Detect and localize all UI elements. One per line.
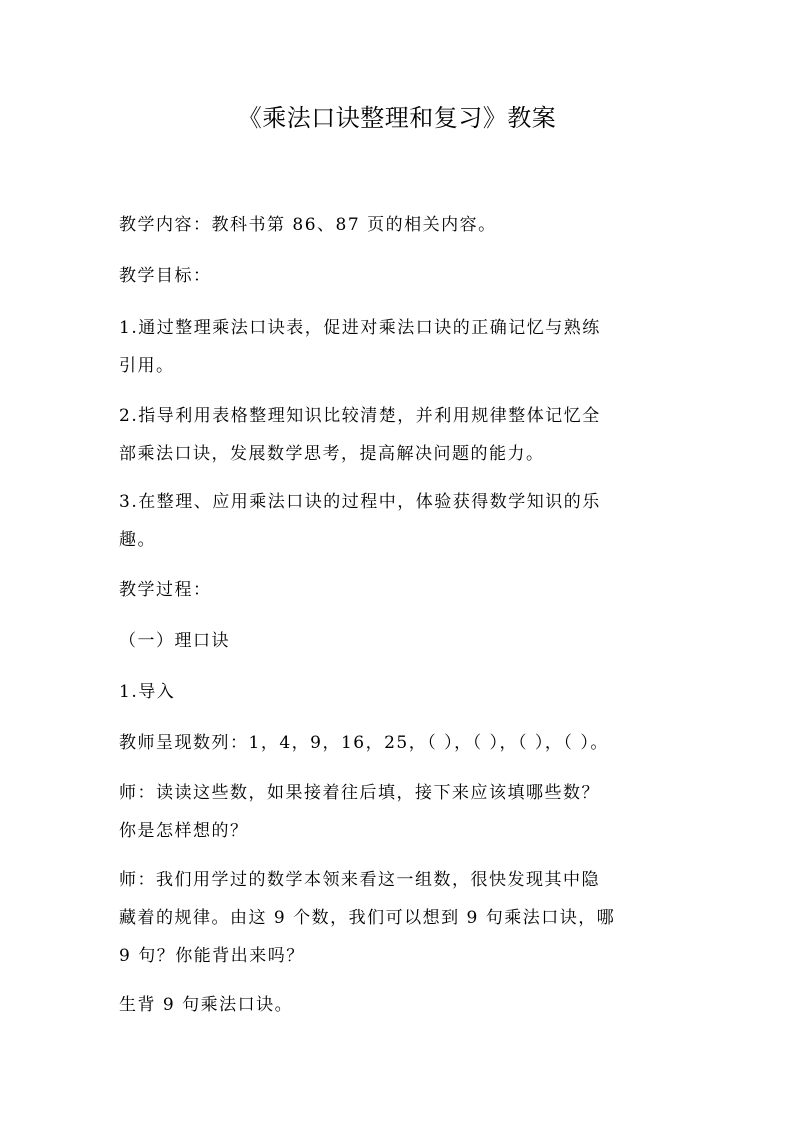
paragraph-line: 教学内容：教科书第 86、87 页的相关内容。 xyxy=(119,215,497,235)
paragraph-intro-heading xyxy=(119,678,689,706)
paragraph-teaching-process-heading xyxy=(119,576,689,604)
paragraph-teacher-question-1 xyxy=(119,779,689,845)
paragraph-teaching-content xyxy=(119,211,689,239)
paragraph-goal-2 xyxy=(119,402,689,468)
paragraph-line: 教学目标： xyxy=(119,266,212,286)
paragraph-section-1-heading xyxy=(119,627,689,655)
paragraph-line: （一）理口诀 xyxy=(119,631,230,651)
paragraph-line: 趣。 xyxy=(119,530,156,550)
paragraph-student-recite xyxy=(119,991,689,1019)
paragraph-line: 1.通过整理乘法口诀表，促进对乘法口诀的正确记忆与熟练 xyxy=(119,318,601,338)
paragraph-line: 1.导入 xyxy=(119,682,176,702)
paragraph-line: 教学过程： xyxy=(119,580,212,600)
paragraph-goal-1 xyxy=(119,314,689,380)
document-title: 《乘法口诀整理和复习》教案 xyxy=(237,104,557,132)
paragraph-goal-3 xyxy=(119,488,689,554)
paragraph-teacher-question-2 xyxy=(119,866,689,970)
paragraph-line: 师：我们用学过的数学本领来看这一组数，很快发现其中隐 xyxy=(119,870,600,890)
paragraph-line: 2.指导利用表格整理知识比较清楚，并利用规律整体记忆全 xyxy=(119,406,601,426)
paragraph-line: 你是怎样想的？ xyxy=(119,821,249,841)
paragraph-number-sequence xyxy=(119,729,689,757)
paragraph-line: 引用。 xyxy=(119,356,175,376)
paragraph-line: 3.在整理、应用乘法口诀的过程中，体验获得数学知识的乐 xyxy=(119,492,601,512)
paragraph-line: 生背 9 句乘法口诀。 xyxy=(119,995,294,1015)
paragraph-line: 部乘法口诀，发展数学思考，提高解决问题的能力。 xyxy=(119,444,545,464)
paragraph-line: 师：读读这些数，如果接着往后填，接下来应该填哪些数？ xyxy=(119,783,600,803)
paragraph-line: 藏着的规律。由这 9 个数，我们可以想到 9 句乘法口诀，哪 xyxy=(119,908,616,928)
paragraph-teaching-goals-heading xyxy=(119,262,689,290)
paragraph-line: 教师呈现数列：1，4，9，16，25，（ ），（ ），（ ），（ ）。 xyxy=(119,733,609,753)
paragraph-line: 9 句？你能背出来吗？ xyxy=(119,946,305,966)
